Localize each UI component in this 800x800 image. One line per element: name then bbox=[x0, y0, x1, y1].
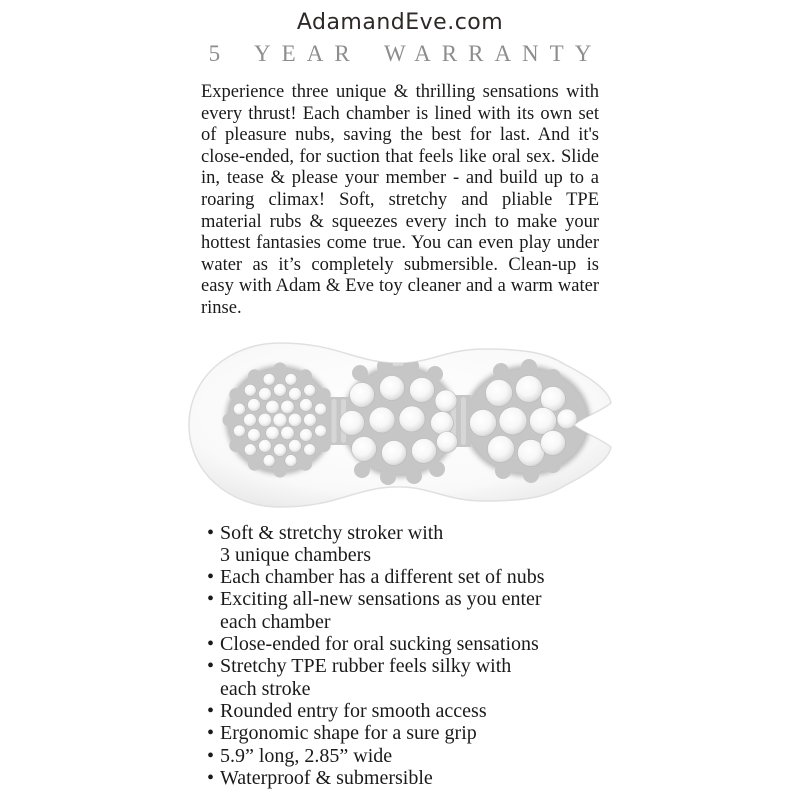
feature-item bbox=[207, 745, 599, 767]
product-illustration bbox=[185, 335, 615, 515]
bullet-marker: • bbox=[207, 766, 215, 789]
bullet-marker: • bbox=[207, 566, 215, 589]
feature-text: Ergonomic shape for a sure grip bbox=[220, 722, 477, 745]
feature-text: Exciting all-new sensations as you enter bbox=[220, 588, 542, 611]
warranty-heading: 5 YEAR WARRANTY bbox=[208, 41, 603, 66]
feature-list bbox=[201, 522, 599, 790]
feature-text: 3 unique chambers bbox=[220, 543, 372, 566]
bullet-marker: • bbox=[207, 722, 215, 745]
bullet-marker: • bbox=[207, 699, 215, 722]
product-description: Experience three unique & thrilling sensations with every thrust! Each chamber is lined with its own set of pleasure nubs, saving the best for last. And it's close-ended, for suction that feels like oral sex. Slide in, tease & please your member - and build up to a roaring climax! Soft, stretchy and pliable TPE material rubs & squeezes every inch to make your hottest fantasies come true. You can even play under water as it’s completely submersible. Clean-up is easy with Adam & Eve toy cleaner and a warm water rinse. bbox=[201, 82, 599, 318]
feature-text: Each chamber has a different set of nubs bbox=[220, 566, 545, 589]
feature-item bbox=[207, 522, 599, 567]
feature-text: each chamber bbox=[220, 610, 331, 633]
feature-item bbox=[207, 566, 599, 588]
feature-item bbox=[207, 767, 599, 789]
feature-item bbox=[207, 633, 599, 655]
brand-title: AdamandEve.com bbox=[296, 10, 504, 35]
feature-item bbox=[207, 588, 599, 633]
feature-text: Stretchy TPE rubber feels silky with bbox=[220, 655, 512, 678]
bullet-marker: • bbox=[207, 655, 215, 678]
chamber-1-nubs bbox=[233, 373, 326, 466]
bullet-marker: • bbox=[207, 588, 215, 611]
feature-text: Soft & stretchy stroker with bbox=[220, 521, 444, 544]
feature-item bbox=[207, 655, 599, 700]
feature-text: Rounded entry for smooth access bbox=[220, 699, 487, 722]
bullet-marker: • bbox=[207, 744, 215, 767]
feature-item bbox=[207, 700, 599, 722]
bullet-marker: • bbox=[207, 521, 215, 544]
feature-item bbox=[207, 722, 599, 744]
feature-text: Waterproof & submersible bbox=[220, 766, 433, 789]
feature-text: 5.9” long, 2.85” wide bbox=[220, 744, 393, 767]
bullet-marker: • bbox=[207, 633, 215, 656]
feature-text: each stroke bbox=[220, 677, 311, 700]
feature-text: Close-ended for oral sucking sensations bbox=[220, 633, 539, 656]
